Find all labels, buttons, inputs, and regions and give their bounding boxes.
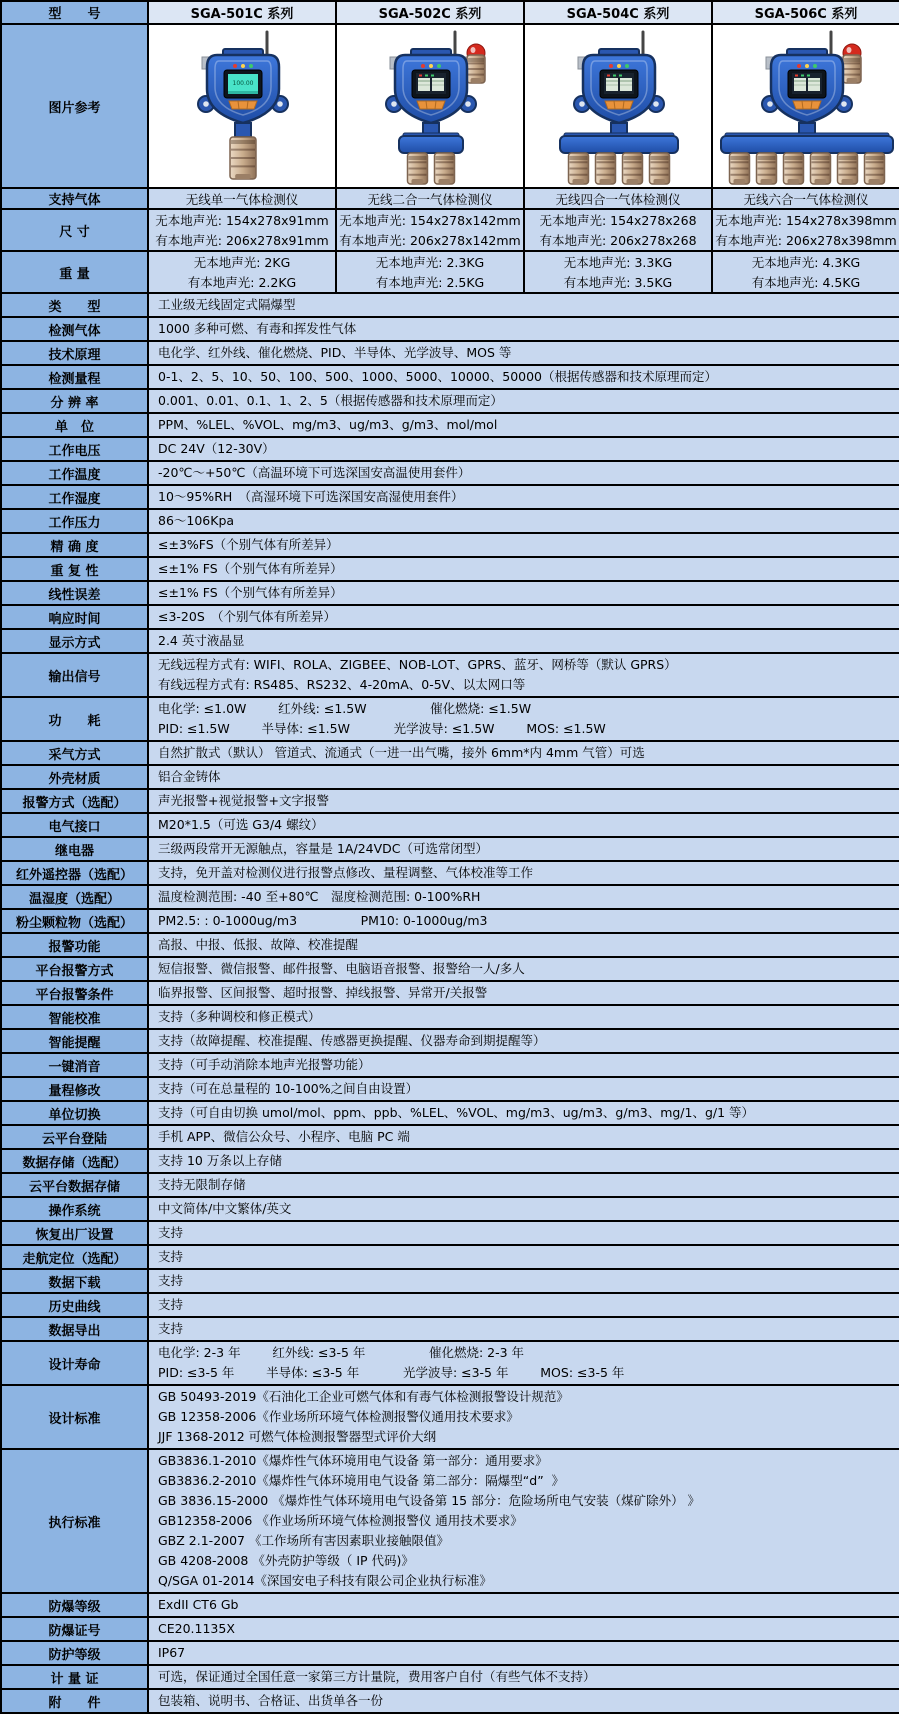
row-value [148,437,899,461]
value-line: 有线远程方式有: RS485、RS232、4-20mA、0-5V、以太网口等 [158,677,526,692]
row-value [148,1449,899,1593]
value-line: 支持（可在总量程的 10-100%之间自由设置） [158,1081,419,1096]
spec-row [1,1149,899,1173]
size-value: 无本地声光: 154x278x91mm 有本地声光: 206x278x91mm [148,209,336,251]
value-line: ≤±1% FS（个别气体有所差异） [158,585,343,600]
spec-row [1,581,899,605]
header-row [1,1,899,24]
value-line: 10～95%RH （高湿环境下可选深国安高湿使用套件） [158,489,464,504]
spec-row [1,1385,899,1449]
value-line: Q/SGA 01-2014《深国安电子科技有限公司企业执行标准》 [158,1573,492,1588]
value-line: GB 4208-2008 《外壳防护等级（ IP 代码)》 [158,1553,414,1568]
row-value [148,1221,899,1245]
row-label: 报警功能 [1,933,148,957]
gas-detector-illustration-sga-504c [525,25,711,187]
device-image-cell-sga-506c [712,24,899,188]
value-line: GB 3836.15-2000 《爆炸性气体环境用电气设备第 15 部分：危险场所电气安装（煤矿除外） 》 [158,1493,701,1508]
spec-row [1,765,899,789]
value-line: 电化学、红外线、催化燃烧、PID、半导体、光学波导、MOS 等 [158,345,512,360]
row-value [148,557,899,581]
spec-row [1,885,899,909]
value-line: CE20.1135X [158,1621,235,1636]
row-value [148,317,899,341]
value-line: 高报、中报、低报、故障、校准提醒 [158,937,359,952]
spec-row [1,697,899,741]
row-label: 防护等级 [1,1641,148,1665]
row-label: 采气方式 [1,741,148,765]
row-value [148,461,899,485]
row-label: 报警方式（选配） [1,789,148,813]
row-value [148,653,899,697]
spec-row [1,1125,899,1149]
spec-row [1,933,899,957]
gas-detector-illustration-sga-506c [713,25,899,187]
value-line: 手机 APP、微信公众号、小程序、电脑 PC 端 [158,1129,410,1144]
value-line: 支持 [158,1225,184,1240]
row-value [148,1077,899,1101]
spec-row [1,1341,899,1385]
row-value [148,1101,899,1125]
value-line: 支持 [158,1321,184,1336]
row-label: 执行标准 [1,1449,148,1593]
row-label: 工作电压 [1,437,148,461]
row-value [148,1197,899,1221]
row-label: 单 位 [1,413,148,437]
spec-row [1,1665,899,1689]
row-value [148,837,899,861]
row-label: 响应时间 [1,605,148,629]
value-line: 自然扩散式（默认） 管道式、流通式（一进一出气嘴，接外 6mm*内 4mm 气管）可选 [158,745,645,760]
row-value [148,813,899,837]
row-value [148,1125,899,1149]
spec-row [1,629,899,653]
row-label: 设计寿命 [1,1341,148,1385]
gas-value: 无线二合一气体检测仪 [336,188,524,209]
value-line: 短信报警、微信报警、邮件报警、电脑语音报警、报警给一人/多人 [158,961,525,976]
spec-row [1,605,899,629]
value-line: 中文简体/中文繁体/英文 [158,1201,292,1216]
spec-row [1,1641,899,1665]
value-line: 无线远程方式有: WIFI、ROLA、ZIGBEE、NOB-LOT、GPRS、蓝牙、网桥等（默认 GPRS） [158,657,677,672]
value-line: 可选，保证通过全国任意一家第三方计量院，费用客户自付（有些气体不支持） [158,1669,596,1684]
row-label: 显示方式 [1,629,148,653]
weight-value: 无本地声光: 2KG 有本地声光: 2.2KG [148,251,336,293]
size-row [1,209,899,251]
spec-row [1,909,899,933]
row-label: 单位切换 [1,1101,148,1125]
spec-row [1,485,899,509]
spec-row [1,389,899,413]
row-label: 云平台数据存储 [1,1173,148,1197]
row-value [148,885,899,909]
gas-detector-illustration-sga-501c [149,25,335,187]
row-label: 操作系统 [1,1197,148,1221]
value-line: 铝合金铸体 [158,769,221,784]
value-line: 电化学: 2-3 年 红外线: ≤3-5 年 催化燃烧: 2-3 年 [158,1345,525,1360]
spec-row [1,1173,899,1197]
row-label: 数据下载 [1,1269,148,1293]
value-line: 工业级无线固定式隔爆型 [158,297,296,312]
row-value [148,365,899,389]
spec-row [1,437,899,461]
value-line: 支持（可自由切换 umol/mol、ppm、ppb、%LEL、%VOL、mg/m3、ug/m3、g/m3、mg/1、g/1 等） [158,1105,755,1120]
row-label: 外壳材质 [1,765,148,789]
row-value [148,1149,899,1173]
value-line: ≤±1% FS（个别气体有所差异） [158,561,343,576]
row-value [148,1689,899,1713]
spec-row [1,1245,899,1269]
spec-row [1,1029,899,1053]
spec-row [1,461,899,485]
row-value [148,1173,899,1197]
spec-row [1,741,899,765]
row-value [148,341,899,365]
row-label: 平台报警方式 [1,957,148,981]
spec-row [1,365,899,389]
gas-value: 无线四合一气体检测仪 [524,188,712,209]
value-line: GB12358-2006 《作业场所环境气体检测报警仪 通用技术要求》 [158,1513,523,1528]
value-line: PID: ≤1.5W 半导体: ≤1.5W 光学波导: ≤1.5W MOS: ≤1.5W [158,721,606,736]
value-line: 三级两段常开无源触点，容量是 1A/24VDC（可选常闭型） [158,841,488,856]
value-line: -20℃～+50℃（高温环境下可选深国安高温使用套件） [158,465,471,480]
row-value [148,1385,899,1449]
value-line: 2.4 英寸液晶显 [158,633,245,648]
row-value [148,1293,899,1317]
value-line: 支持无限制存储 [158,1177,246,1192]
row-label: 尺 寸 [1,209,148,251]
row-label: 支持气体 [1,188,148,209]
weight-value: 无本地声光: 3.3KG 有本地声光: 3.5KG [524,251,712,293]
row-label: 检测气体 [1,317,148,341]
value-line: DC 24V（12-30V） [158,441,275,456]
row-value [148,765,899,789]
model-header-sga-506c: SGA-506C 系列 [712,1,899,24]
spec-row [1,653,899,697]
size-value: 无本地声光: 154x278x268 有本地声光: 206x278x268 [524,209,712,251]
row-label: 附 件 [1,1689,148,1713]
spec-row [1,1689,899,1713]
spec-row [1,1449,899,1593]
value-line: 电化学: ≤1.0W 红外线: ≤1.5W 催化燃烧: ≤1.5W [158,701,532,716]
row-value [148,1341,899,1385]
row-value [148,741,899,765]
row-value [148,957,899,981]
row-value [148,1029,899,1053]
value-line: ExdII CT6 Gb [158,1597,239,1612]
row-label: 工作温度 [1,461,148,485]
image-row [1,24,899,188]
row-label: 红外遥控器（选配） [1,861,148,885]
row-label: 线性误差 [1,581,148,605]
row-value [148,1245,899,1269]
model-header-sga-501c: SGA-501C 系列 [148,1,336,24]
row-value [148,1593,899,1617]
row-label: 检测量程 [1,365,148,389]
value-line: GB3836.2-2010《爆炸性气体环境用电气设备 第二部分：隔爆型“d” 》 [158,1473,565,1488]
spec-row [1,509,899,533]
device-image-cell-sga-501c [148,24,336,188]
weight-row [1,251,899,293]
row-value [148,861,899,885]
row-label: 数据存储（选配） [1,1149,148,1173]
gas-value: 无线单一气体检测仪 [148,188,336,209]
spec-row [1,981,899,1005]
row-label: 历史曲线 [1,1293,148,1317]
spec-row [1,293,899,317]
value-line: JJF 1368-2012 可燃气体检测报警器型式评价大纲 [158,1429,437,1444]
value-line: GB 50493-2019《石油化工企业可燃气体和有毒气体检测报警设计规范》 [158,1389,569,1404]
row-label: 一键消音 [1,1053,148,1077]
spec-row [1,837,899,861]
spec-row [1,1197,899,1221]
value-line: IP67 [158,1645,186,1660]
row-value [148,389,899,413]
row-label: 智能校准 [1,1005,148,1029]
row-value [148,533,899,557]
value-line: 0-1、2、5、10、50、100、500、1000、5000、10000、50000（根据传感器和技术原理而定） [158,369,718,384]
spec-row [1,1101,899,1125]
device-image-cell-sga-504c [524,24,712,188]
value-line: 支持（多种调校和修正模式） [158,1009,321,1024]
row-value [148,605,899,629]
value-line: 支持（故障提醒、校准提醒、传感器更换提醒、仪器寿命到期提醒等） [158,1033,546,1048]
row-label: 电气接口 [1,813,148,837]
value-line: GBZ 2.1-2007 《工作场所有害因素职业接触限值》 [158,1533,449,1548]
row-value [148,1317,899,1341]
row-label: 温湿度（选配） [1,885,148,909]
row-value [148,909,899,933]
spec-row [1,1293,899,1317]
row-value [148,1641,899,1665]
row-label: 防爆证号 [1,1617,148,1641]
gas-detector-illustration-sga-502c [337,25,523,187]
value-line: 声光报警+视觉报警+文字报警 [158,793,329,808]
row-label: 粉尘颗粒物（选配） [1,909,148,933]
row-value [148,1617,899,1641]
row-label: 工作压力 [1,509,148,533]
spec-row [1,1593,899,1617]
svg-text:100.00: 100.00 [232,80,254,87]
spec-row [1,861,899,885]
row-value [148,293,899,317]
row-value [148,581,899,605]
row-value [148,1665,899,1689]
row-label: 继电器 [1,837,148,861]
row-value [148,413,899,437]
row-label: 工作湿度 [1,485,148,509]
header-label: 型 号 [1,1,148,24]
value-line: PM2.5: : 0-1000ug/m3 PM10: 0-1000ug/m3 [158,913,488,928]
value-line: PPM、%LEL、%VOL、mg/m3、ug/m3、g/m3、mol/mol [158,417,498,432]
image-row-label: 图片参考 [1,24,148,188]
row-label: 技术原理 [1,341,148,365]
row-value [148,789,899,813]
size-value: 无本地声光: 154x278x398mm 有本地声光: 206x278x398mm [712,209,899,251]
spec-row [1,317,899,341]
value-line: 0.001、0.01、0.1、1、2、5（根据传感器和技术原理而定） [158,393,503,408]
value-line: 支持，免开盖对检测仪进行报警点修改、量程调整、气体校准等工作 [158,865,534,880]
value-line: 温度检测范围: -40 至+80℃ 湿度检测范围: 0-100%RH [158,889,481,904]
value-line: GB3836.1-2010《爆炸性气体环境用电气设备 第一部分：通用要求》 [158,1453,548,1468]
spec-row [1,413,899,437]
value-line: ≤±3%FS（个别气体有所差异） [158,537,339,552]
spec-row [1,1005,899,1029]
row-value [148,1053,899,1077]
size-value: 无本地声光: 154x278x142mm 有本地声光: 206x278x142mm [336,209,524,251]
row-value [148,485,899,509]
spec-row [1,789,899,813]
value-line: 支持 [158,1297,184,1312]
row-label: 云平台登陆 [1,1125,148,1149]
row-label: 重 复 性 [1,557,148,581]
value-line: 支持 [158,1249,184,1264]
value-line: 临界报警、区间报警、超时报警、掉线报警、异常开/关报警 [158,985,488,1000]
row-label: 重 量 [1,251,148,293]
row-value [148,981,899,1005]
row-value [148,629,899,653]
row-value [148,933,899,957]
row-label: 设计标准 [1,1385,148,1449]
row-value [148,1005,899,1029]
row-value [148,697,899,741]
device-image-cell-sga-502c [336,24,524,188]
spec-row [1,557,899,581]
spec-row [1,1317,899,1341]
value-line: 支持 10 万条以上存储 [158,1153,282,1168]
row-label: 功 耗 [1,697,148,741]
weight-value: 无本地声光: 4.3KG 有本地声光: 4.5KG [712,251,899,293]
model-header-sga-504c: SGA-504C 系列 [524,1,712,24]
spec-row [1,1053,899,1077]
spec-row [1,1221,899,1245]
spec-row [1,1077,899,1101]
value-line: 86～106Kpa [158,513,235,528]
row-label: 类 型 [1,293,148,317]
value-line: 1000 多种可燃、有毒和挥发性气体 [158,321,357,336]
row-label: 输出信号 [1,653,148,697]
spec-row [1,1269,899,1293]
value-line: GB 12358-2006《作业场所环境气体检测报警仪通用技术要求》 [158,1409,519,1424]
weight-value: 无本地声光: 2.3KG 有本地声光: 2.5KG [336,251,524,293]
spec-row [1,957,899,981]
row-value [148,509,899,533]
spec-row [1,1617,899,1641]
row-label: 智能提醒 [1,1029,148,1053]
value-line: ≤3-20S （个别气体有所差异） [158,609,337,624]
row-label: 数据导出 [1,1317,148,1341]
value-line: 支持（可手动消除本地声光报警功能） [158,1057,371,1072]
spec-row [1,341,899,365]
row-value [148,1269,899,1293]
row-label: 防爆等级 [1,1593,148,1617]
gas-value: 无线六合一气体检测仪 [712,188,899,209]
spec-row [1,533,899,557]
value-line: M20*1.5（可选 G3/4 螺纹） [158,817,324,832]
row-label: 走航定位（选配） [1,1245,148,1269]
supported-gas-row [1,188,899,209]
row-label: 恢复出厂设置 [1,1221,148,1245]
value-line: PID: ≤3-5 年 半导体: ≤3-5 年 光学波导: ≤3-5 年 MOS: ≤3-5 年 [158,1365,625,1380]
value-line: 包装箱、说明书、合格证、出货单各一份 [158,1693,384,1708]
row-label: 平台报警条件 [1,981,148,1005]
value-line: 支持 [158,1273,184,1288]
model-header-sga-502c: SGA-502C 系列 [336,1,524,24]
row-label: 量程修改 [1,1077,148,1101]
row-label: 精 确 度 [1,533,148,557]
row-label: 分 辨 率 [1,389,148,413]
spec-row [1,813,899,837]
row-label: 计 量 证 [1,1665,148,1689]
